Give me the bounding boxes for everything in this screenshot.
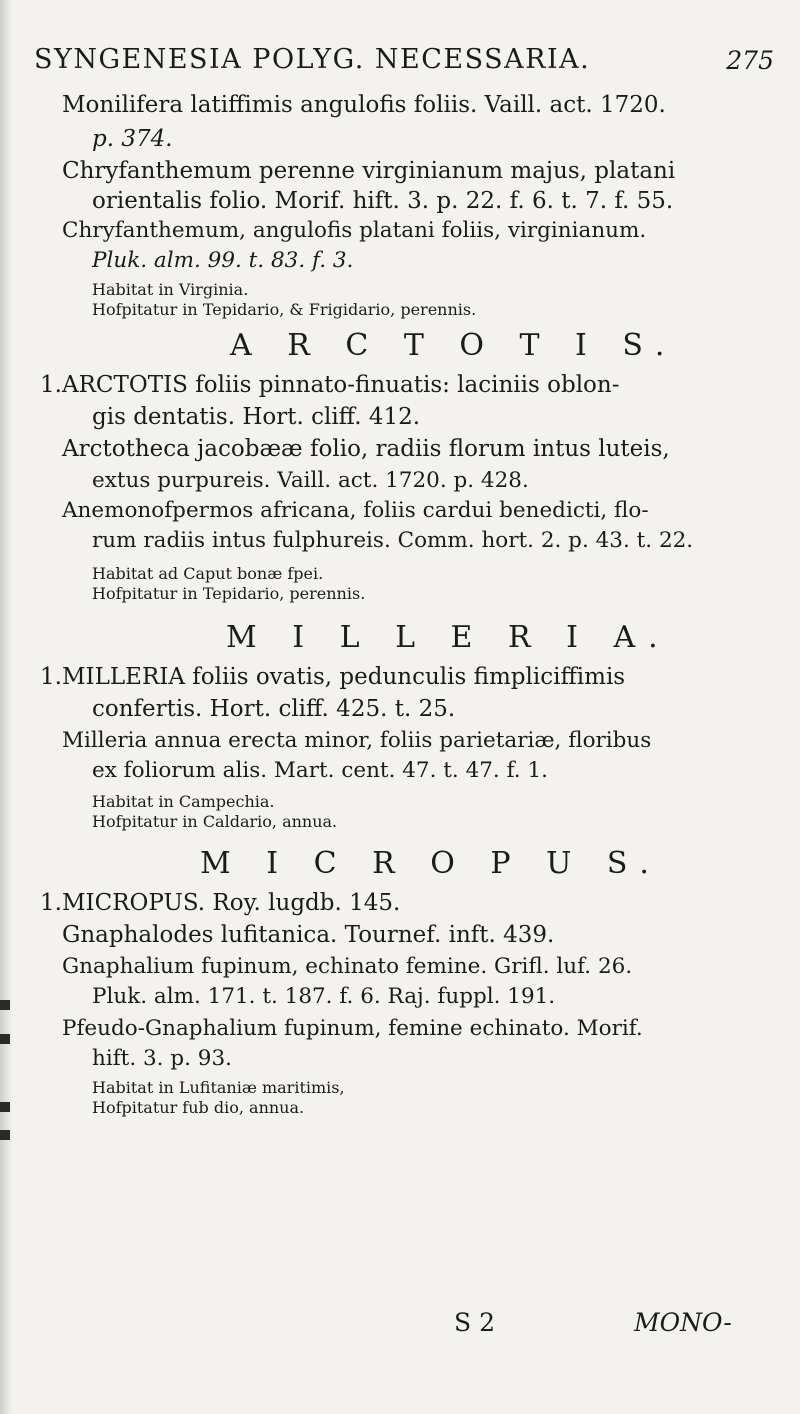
synonym-line: Monilifera latiffimis angulofis foliis. Vaill. act. 1720.	[62, 92, 666, 118]
synonym-line: Chryfanthemum, angulofis platani foliis, virginianum.	[62, 218, 647, 243]
habitat-note: Habitat in Virginia.	[92, 280, 249, 299]
synonym-line: Milleria annua erecta minor, foliis parietariæ, floribus	[62, 728, 652, 753]
species-number: 1.	[40, 664, 62, 690]
species-number: 1.	[40, 372, 62, 398]
running-title: SYNGENESIA POLYG. NECESSARIA.	[34, 44, 591, 75]
habitat-note: Habitat ad Caput bonæ fpei.	[92, 564, 324, 583]
synonym-line: Pfeudo-Gnaphalium fupinum, femine echinato. Morif.	[62, 1016, 643, 1041]
synonym-line: ex foliorum alis. Mart. cent. 47. t. 47. f. 1.	[92, 758, 548, 783]
cultivation-note: Hofpitatur in Tepidario, perennis.	[92, 584, 366, 603]
signature-mark: S 2	[454, 1308, 495, 1337]
synonym-line: hift. 3. p. 93.	[92, 1046, 232, 1071]
species-diagnosis: MICROPUS. Roy. lugdb. 145.	[62, 890, 401, 916]
synonym-line: Arctotheca jacobææ folio, radiis florum intus luteis,	[62, 436, 670, 462]
page-binding-edge	[0, 0, 14, 1414]
habitat-note: Habitat in Lufitaniæ maritimis,	[92, 1078, 345, 1097]
cultivation-note: Hofpitatur fub dio, annua.	[92, 1098, 305, 1117]
synonym-line: Anemonofpermos africana, foliis cardui benedicti, flo-	[62, 498, 649, 523]
genus-heading: M I L L E R I A.	[226, 620, 671, 655]
genus-heading: A R C T O T I S.	[230, 328, 678, 363]
cultivation-note: Hofpitatur in Caldario, annua.	[92, 812, 338, 831]
habitat-note: Habitat in Campechia.	[92, 792, 275, 811]
synonym-line: Gnaphalium fupinum, echinato femine. Grifl. luf. 26.	[62, 954, 633, 979]
species-diagnosis: gis dentatis. Hort. cliff. 412.	[92, 404, 421, 430]
catchword: MONO-	[634, 1308, 732, 1337]
species-diagnosis: MILLERIA foliis ovatis, pedunculis fimpliciffimis	[62, 664, 626, 690]
species-diagnosis: confertis. Hort. cliff. 425. t. 25.	[92, 696, 456, 722]
synonym-line: Pluk. alm. 171. t. 187. f. 6. Raj. fuppl. 191.	[92, 984, 556, 1009]
synonym-line: orientalis folio. Morif. hift. 3. p. 22. f. 6. t. 7. f. 55.	[92, 188, 674, 214]
synonym-line: Chryfanthemum perenne virginianum majus, platani	[62, 158, 676, 184]
page-number: 275	[726, 46, 774, 75]
species-diagnosis: ARCTOTIS foliis pinnato-finuatis: laciniis oblon-	[62, 372, 620, 398]
synonym-line: Gnaphalodes lufitanica. Tournef. inft. 439.	[62, 922, 555, 948]
running-header	[34, 44, 774, 84]
species-number: 1.	[40, 890, 62, 916]
cultivation-note: Hofpitatur in Tepidario, & Frigidario, perennis.	[92, 300, 477, 319]
genus-heading: M I C R O P U S.	[200, 846, 662, 881]
synonym-line: Pluk. alm. 99. t. 83. f. 3.	[92, 248, 354, 273]
synonym-line: rum radiis intus fulphureis. Comm. hort. 2. p. 43. t. 22.	[92, 528, 694, 553]
synonym-line: extus purpureis. Vaill. act. 1720. p. 428.	[92, 468, 529, 493]
synonym-line: p. 374.	[92, 126, 173, 152]
